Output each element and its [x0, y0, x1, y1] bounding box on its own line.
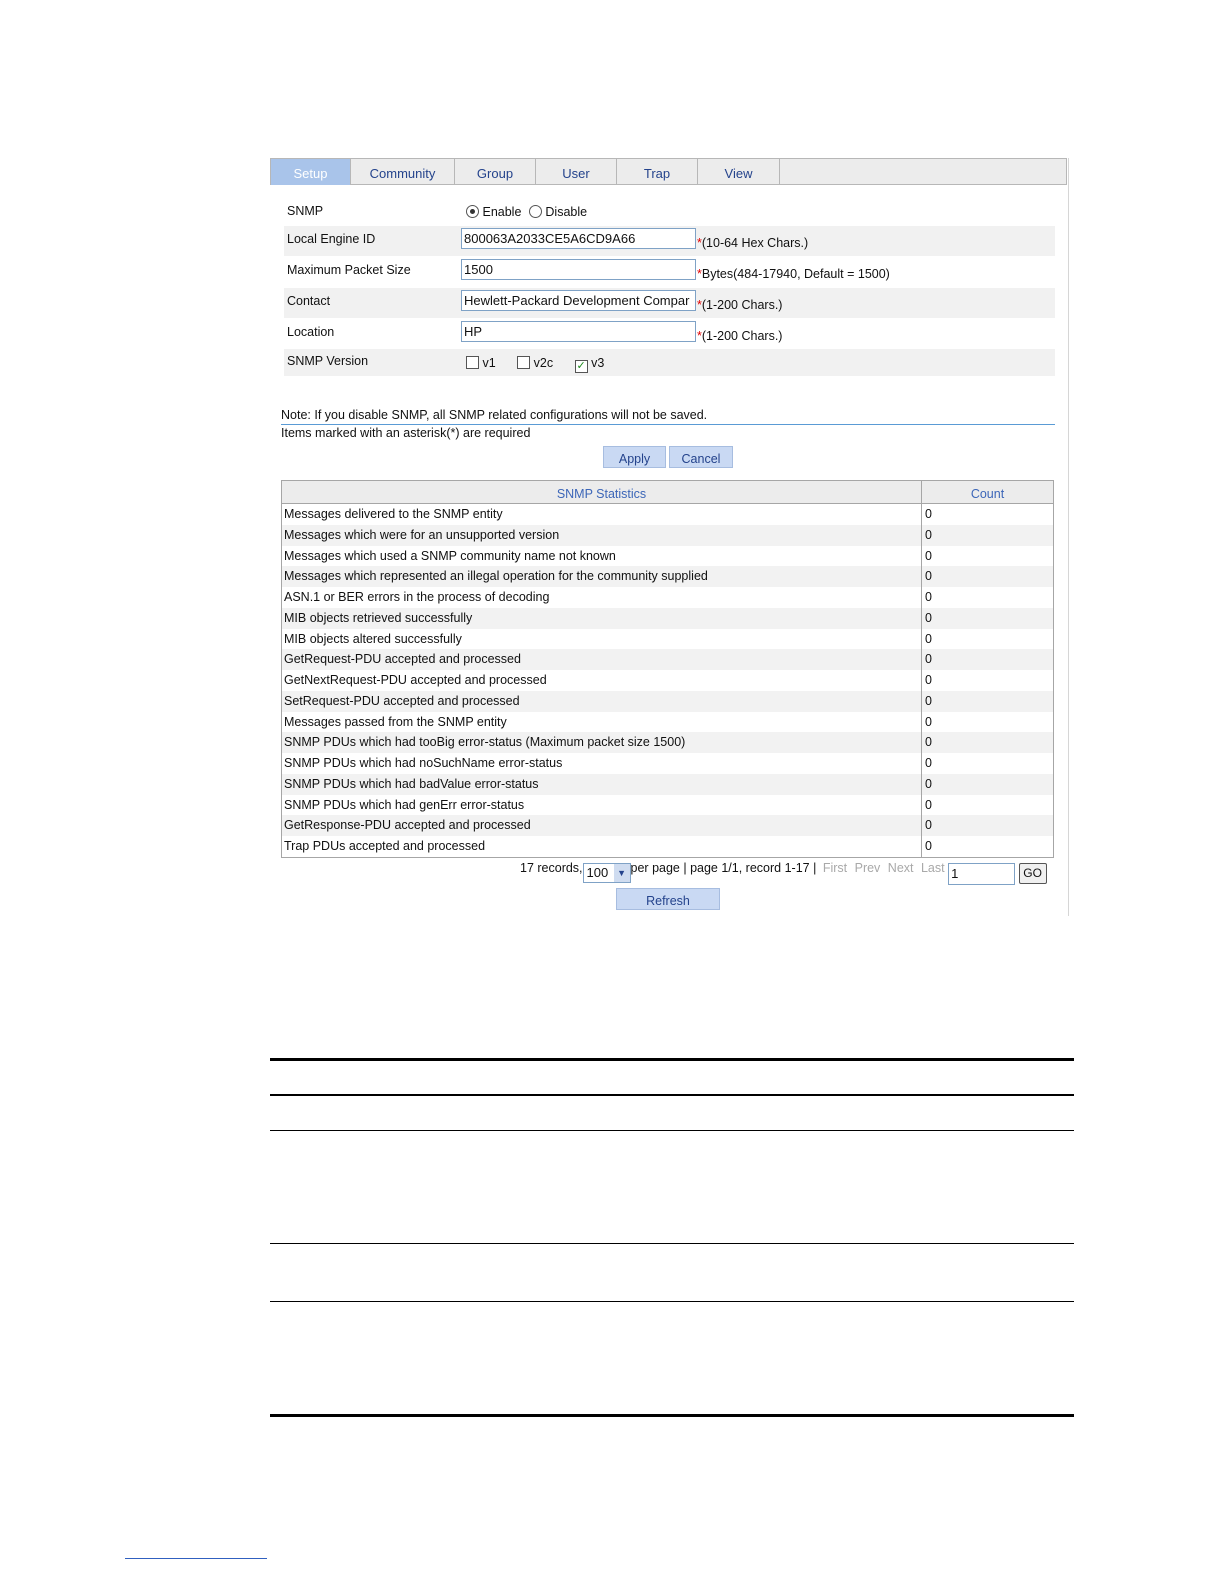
table-row	[282, 670, 1053, 691]
contact-input[interactable]: Hewlett-Packard Development Compar	[461, 290, 696, 311]
prev-link[interactable]: Prev	[854, 861, 881, 875]
stat-label: ASN.1 or BER errors in the process of decoding	[282, 587, 922, 608]
tab-setup[interactable]: Setup	[271, 159, 351, 185]
stat-label: Trap PDUs accepted and processed	[282, 836, 922, 857]
stat-count: 0	[925, 569, 932, 584]
stat-label: Messages passed from the SNMP entity	[282, 712, 922, 733]
snmp-setup-panel	[270, 158, 1069, 916]
required-note: Items marked with an asterisk(*) are required	[281, 426, 531, 440]
table-row-rule	[270, 1301, 1074, 1302]
page-info: per page | page 1/1, record 1-17 |	[630, 861, 817, 875]
table-row	[282, 795, 1053, 816]
stat-label: GetRequest-PDU accepted and processed	[282, 649, 922, 670]
v1-label: v1	[482, 356, 496, 370]
per-page-value: 100	[586, 865, 609, 880]
engine-id-hint-text: (10-64 Hex Chars.)	[701, 236, 809, 250]
stat-label: GetNextRequest-PDU accepted and processed	[282, 670, 922, 691]
per-page-select[interactable]	[583, 863, 631, 883]
tab-trap[interactable]: Trap	[617, 159, 698, 185]
stat-count: 0	[925, 673, 932, 687]
table-row	[282, 525, 1053, 546]
table-row	[282, 566, 1053, 587]
stat-label: SNMP PDUs which had badValue error-status	[282, 774, 922, 795]
tab-community[interactable]: Community	[351, 159, 455, 185]
table-header	[282, 481, 1053, 504]
engine-id-row	[284, 226, 1055, 256]
engine-id-label: Local Engine ID	[287, 232, 376, 246]
last-link[interactable]: Last	[920, 861, 945, 875]
snmp-label: SNMP	[287, 204, 324, 218]
stat-count: 0	[925, 548, 932, 563]
records-count: 17 records,	[520, 861, 583, 875]
table-row	[282, 504, 1053, 525]
table-row	[282, 836, 1053, 857]
stat-count: 0	[925, 714, 932, 729]
v3-checkbox[interactable]: ✓	[576, 360, 586, 372]
pagination	[520, 861, 1047, 885]
stat-label: GetResponse-PDU accepted and processed	[282, 815, 922, 836]
first-link[interactable]: First	[822, 861, 848, 875]
table-row	[282, 649, 1053, 670]
disable-radio[interactable]	[529, 205, 542, 218]
contact-row	[284, 288, 1055, 318]
enable-radio[interactable]	[466, 205, 479, 218]
stat-label: SNMP PDUs which had noSuchName error-status	[282, 753, 922, 774]
cancel-button[interactable]: Cancel	[669, 446, 733, 468]
table-body	[282, 504, 1053, 857]
version-row	[284, 349, 1055, 376]
contact-hint-text: (1-200 Chars.)	[701, 298, 783, 312]
stat-count: 0	[925, 652, 932, 667]
stat-label: Messages which were for an unsupported version	[282, 525, 922, 546]
v3-label: v3	[591, 356, 605, 370]
required-asterisk: *	[697, 298, 702, 312]
stat-label: Messages delivered to the SNMP entity	[282, 504, 922, 525]
location-row	[284, 319, 1055, 349]
stat-label: SNMP PDUs which had genErr error-status	[282, 795, 922, 816]
chevron-down-icon[interactable]: ▼	[614, 864, 630, 882]
location-hint-text: (1-200 Chars.)	[701, 329, 783, 343]
page-input[interactable]: 1	[948, 863, 1015, 885]
stat-count: 0	[925, 590, 932, 604]
tab-group[interactable]: Group	[455, 159, 536, 185]
packet-size-input[interactable]: 1500	[461, 259, 696, 280]
contact-label: Contact	[287, 294, 331, 308]
table-bottom-rule	[270, 1414, 1074, 1417]
packet-size-row	[284, 257, 1055, 287]
tab-view[interactable]: View	[698, 159, 780, 185]
stat-count: 0	[925, 776, 932, 791]
table-row	[282, 629, 1053, 650]
apply-button[interactable]: Apply	[603, 446, 666, 468]
packet-size-hint	[697, 267, 890, 281]
snmp-row	[284, 196, 1055, 226]
go-button[interactable]: GO	[1019, 863, 1047, 884]
stat-label: Messages which represented an illegal operation for the community supplied	[282, 566, 922, 587]
stat-label: SetRequest-PDU accepted and processed	[282, 691, 922, 712]
enable-label: Enable	[482, 205, 522, 219]
disable-label: Disable	[545, 205, 588, 219]
engine-id-hint	[697, 236, 808, 250]
v1-checkbox[interactable]	[466, 356, 479, 369]
required-asterisk: *	[697, 267, 702, 281]
table-row-rule	[270, 1243, 1074, 1244]
stat-count: 0	[925, 610, 932, 625]
stat-count: 0	[925, 527, 932, 542]
header-snmp-statistics[interactable]: SNMP Statistics	[282, 481, 922, 503]
stat-label: MIB objects altered successfully	[282, 629, 922, 650]
table-row	[282, 732, 1053, 753]
stat-label: SNMP PDUs which had tooBig error-status (Maximum packet size 1500)	[282, 732, 922, 753]
table-row	[282, 608, 1053, 629]
disable-note: Note: If you disable SNMP, all SNMP related configurations will not be saved.	[281, 408, 708, 422]
location-input[interactable]: HP	[461, 321, 696, 342]
table-row	[282, 712, 1053, 733]
location-hint	[697, 329, 782, 343]
snmp-statistics-table	[281, 480, 1054, 858]
version-label: SNMP Version	[287, 354, 369, 368]
stat-count: 0	[925, 631, 932, 646]
table-header-rule	[270, 1094, 1074, 1096]
next-link[interactable]: Next	[887, 861, 914, 875]
stat-count: 0	[925, 818, 932, 833]
tab-user[interactable]: User	[536, 159, 617, 185]
engine-id-input[interactable]: 800063A2033CE5A6CD9A66	[461, 228, 696, 249]
contact-hint	[697, 298, 782, 312]
location-label: Location	[287, 325, 335, 339]
stat-count: 0	[925, 693, 932, 708]
table-row	[282, 691, 1053, 712]
v2c-checkbox[interactable]	[517, 356, 530, 369]
table-row	[282, 753, 1053, 774]
required-asterisk: *	[697, 329, 702, 343]
stat-label: Messages which used a SNMP community name not known	[282, 546, 922, 567]
stat-label: MIB objects retrieved successfully	[282, 608, 922, 629]
stat-count: 0	[925, 797, 932, 812]
header-count[interactable]: Count	[970, 487, 1005, 501]
packet-size-hint-text: Bytes(484-17940, Default = 1500)	[701, 267, 890, 281]
v2c-label: v2c	[533, 356, 554, 370]
table-row-rule	[270, 1130, 1074, 1131]
table-row	[282, 587, 1053, 608]
table-top-rule	[270, 1058, 1074, 1061]
footnote-line	[125, 1558, 267, 1559]
table-row	[282, 546, 1053, 567]
stat-count: 0	[925, 507, 932, 521]
version-checkboxes	[466, 356, 604, 373]
stat-count: 0	[925, 756, 932, 770]
required-asterisk: *	[697, 236, 702, 250]
table-row	[282, 774, 1053, 795]
tab-bar	[270, 158, 1067, 185]
table-row	[282, 815, 1053, 836]
stat-count: 0	[925, 839, 932, 853]
snmp-radio-group	[466, 205, 587, 219]
refresh-button[interactable]: Refresh	[616, 888, 720, 910]
divider	[281, 424, 1055, 425]
stat-count: 0	[925, 735, 932, 750]
packet-size-label: Maximum Packet Size	[287, 263, 411, 277]
